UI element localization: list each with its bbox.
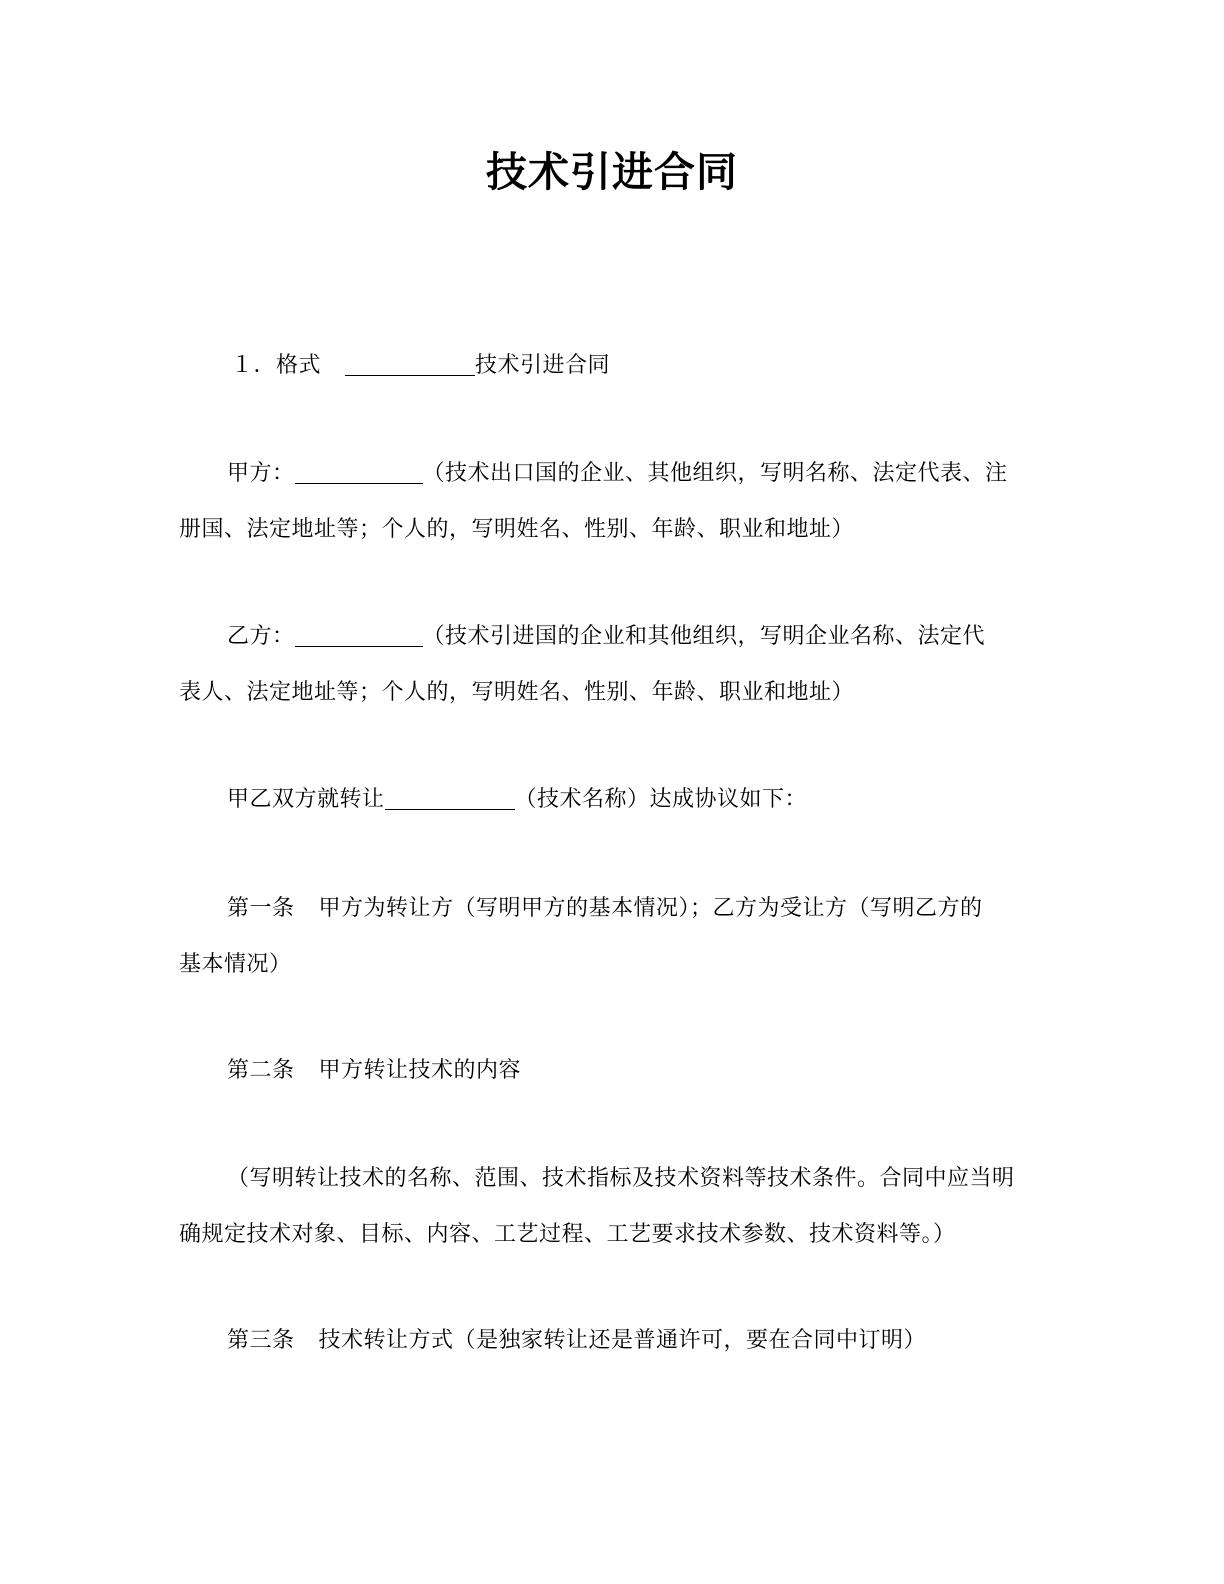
article-2-note (179, 1151, 1039, 1263)
article-2 (179, 1043, 1039, 1099)
format-blank-field[interactable] (345, 351, 475, 376)
party-a-line-2: 册国、法定地址等；个人的，写明姓名、性别、年龄、职业和地址） (179, 517, 855, 542)
format-line (179, 338, 1039, 394)
party-b-desc-1: （技术引进国的企业和其他组织，写明企业名称、法定代 (422, 624, 986, 649)
agreement-line (179, 772, 1039, 828)
party-a-blank-field[interactable] (295, 459, 423, 484)
format-number: １． (231, 353, 277, 378)
party-b-line-1 (179, 609, 1039, 665)
agreement-prefix: 甲乙双方就转让 (227, 787, 385, 812)
format-label: 格式 (276, 353, 322, 378)
party-a-line-1 (179, 446, 1039, 502)
party-a-label: 甲方： (227, 461, 295, 486)
party-b-blank-field[interactable] (295, 622, 423, 647)
technology-name-blank-field[interactable] (385, 785, 515, 810)
party-a-desc-1: （技术出口国的企业、其他组织，写明名称、法定代表、注 (422, 461, 1008, 486)
article-1-number: 第一条 (227, 896, 295, 921)
article-3-number: 第三条 (227, 1328, 295, 1353)
party-b-label: 乙方： (227, 624, 295, 649)
article-1-text-1: 甲方为转让方（写明甲方的基本情况）；乙方为受让方（写明乙方的 (318, 896, 983, 921)
party-a-paragraph (179, 446, 1039, 558)
article-3 (179, 1313, 1039, 1369)
article-2-number: 第二条 (227, 1058, 295, 1083)
format-suffix: 技术引进合同 (475, 353, 611, 378)
agreement-suffix: （技术名称）达成协议如下： (514, 787, 808, 812)
article-2-note-1: （写明转让技术的名称、范围、技术指标及技术资料等技术条件。合同中应当明 (227, 1166, 1015, 1191)
article-1-text-2: 基本情况） (179, 952, 292, 977)
article-1 (179, 881, 1039, 993)
article-3-text: 技术转让方式（是独家转让还是普通许可，要在合同中订明） (318, 1328, 927, 1353)
article-2-text: 甲方转让技术的内容 (318, 1058, 522, 1083)
party-b-paragraph (179, 609, 1039, 721)
party-b-line-2: 表人、法定地址等；个人的，写明姓名、性别、年龄、职业和地址） (179, 680, 855, 705)
article-2-note-2: 确规定技术对象、目标、内容、工艺过程、工艺要求技术参数、技术资料等。） (179, 1222, 956, 1247)
document-title: 技术引进合同 (486, 148, 738, 196)
